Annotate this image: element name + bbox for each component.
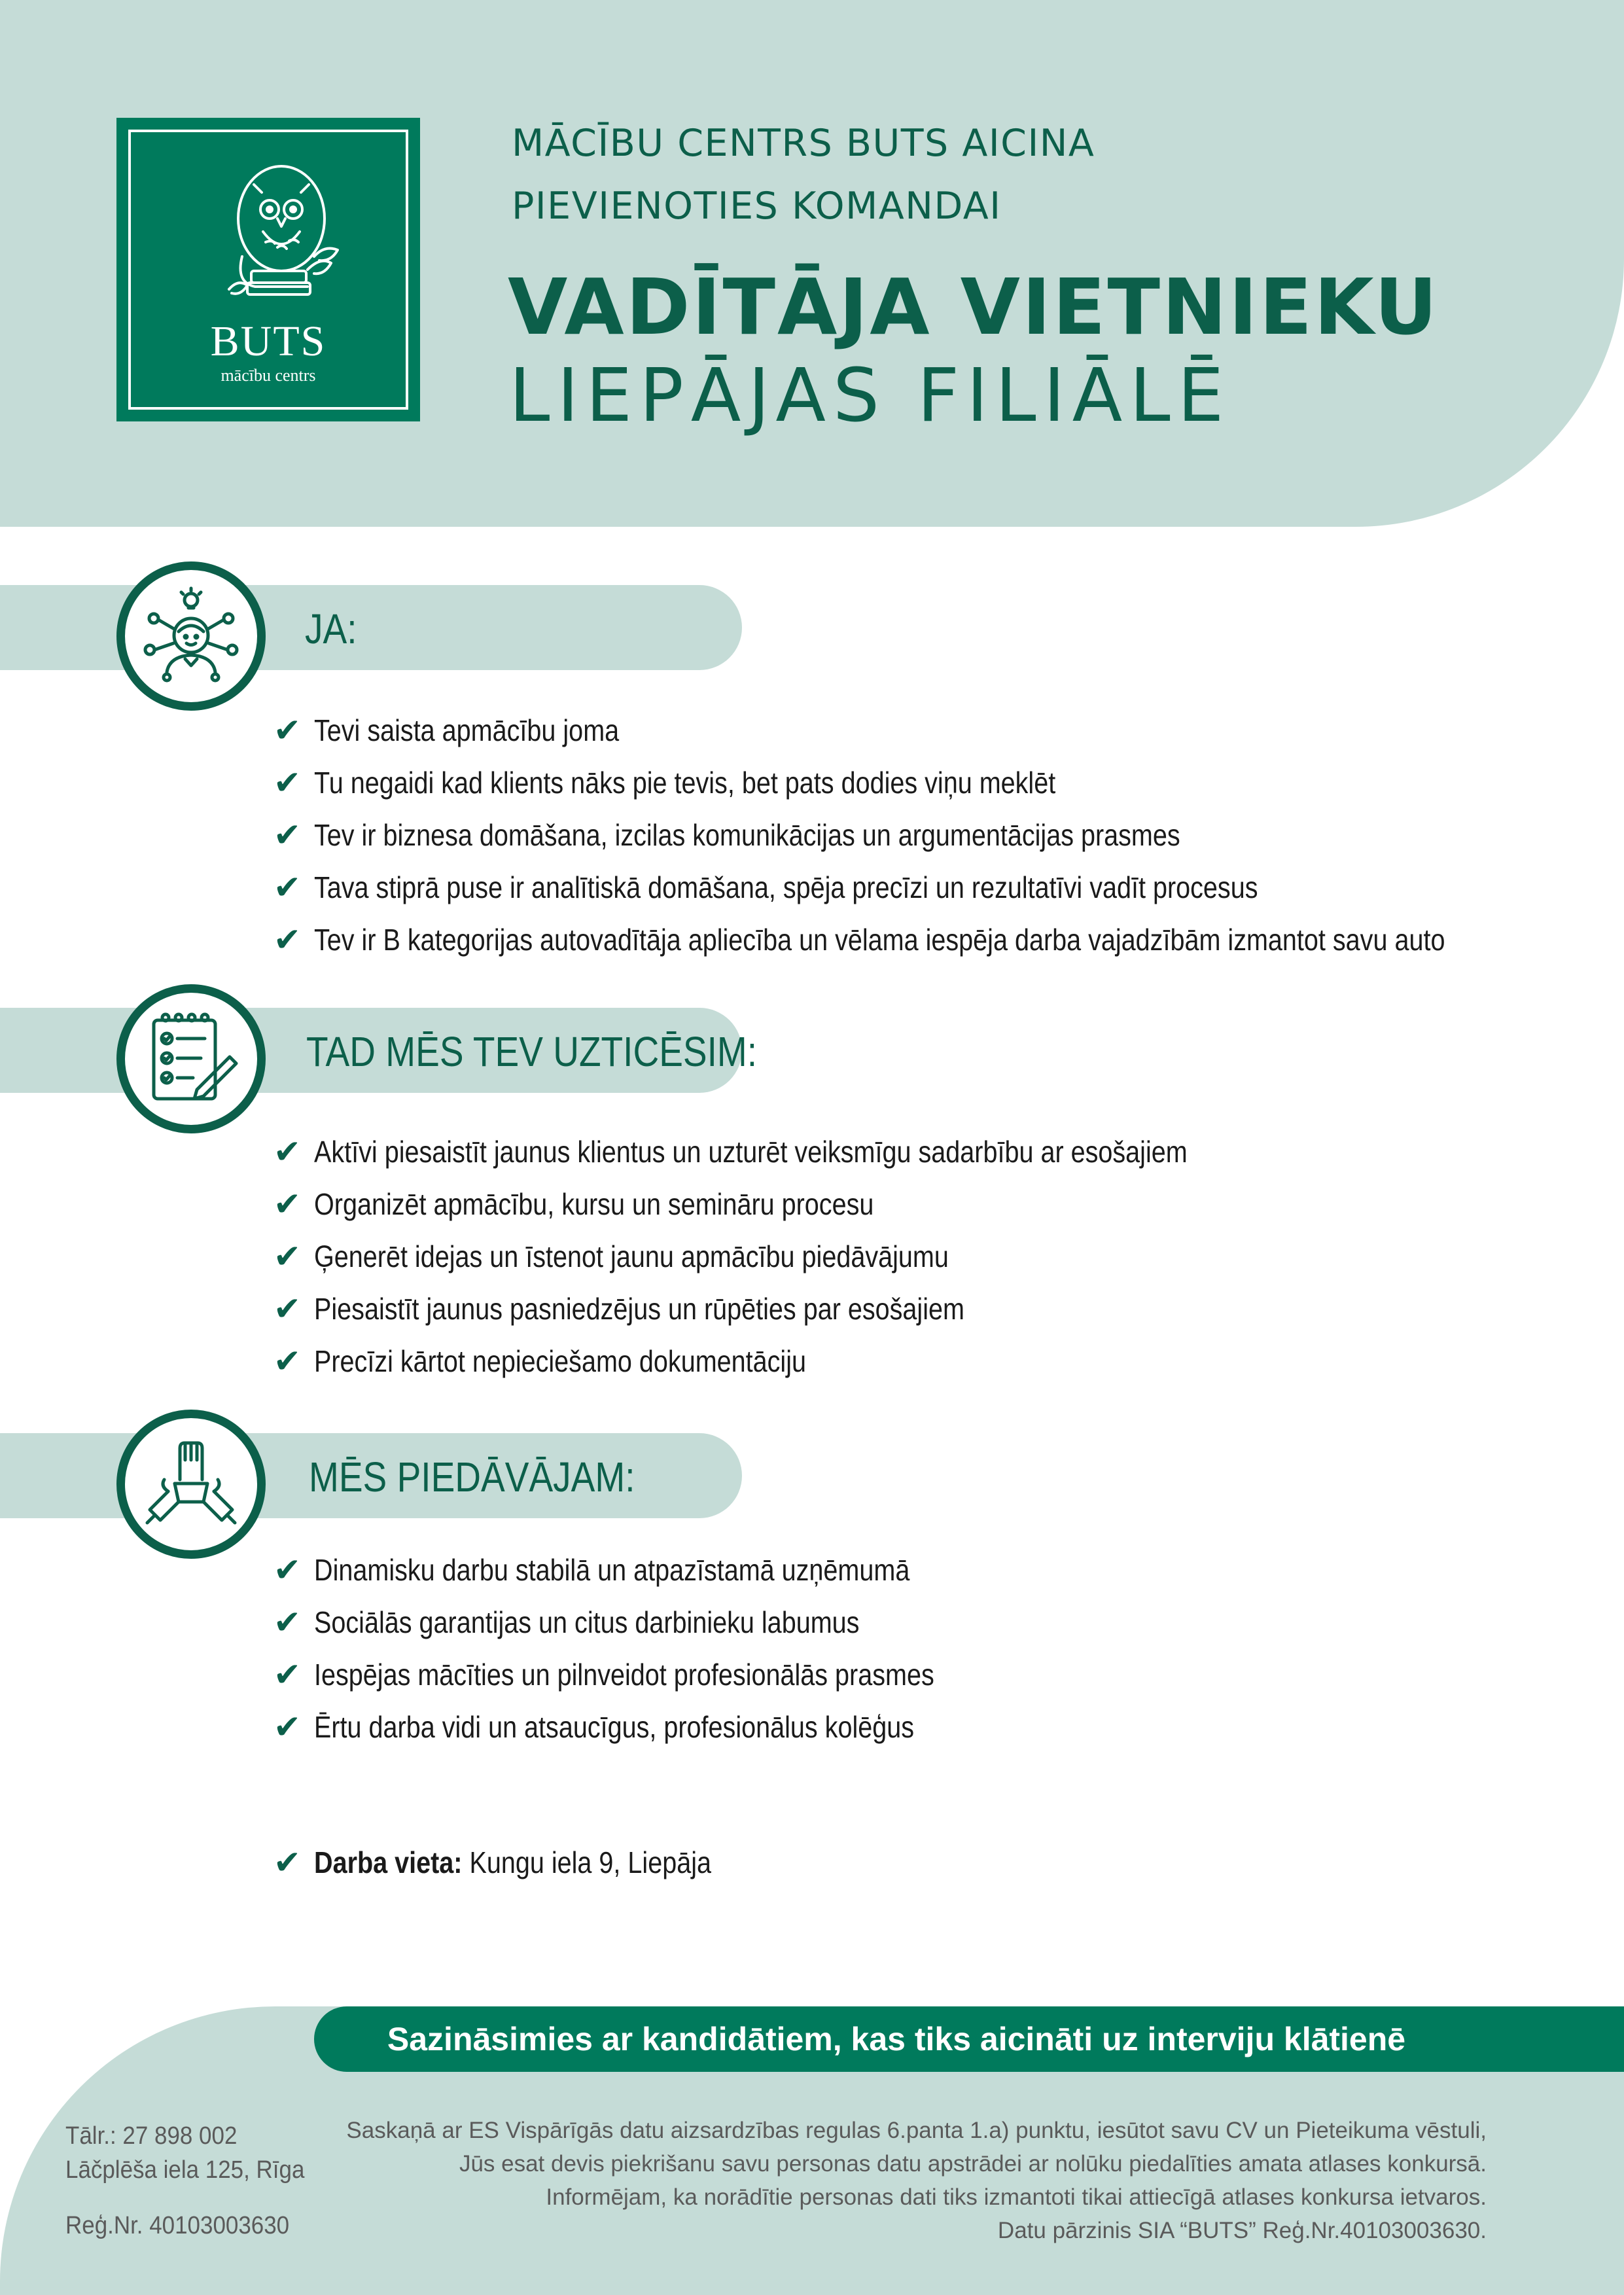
list-item: ✔ Tev ir biznesa domāšana, izcilas komunikācijas un argumentācijas prasmes <box>274 809 1624 861</box>
list-item: ✔ Piesaistīt jaunus pasniedzējus un rūpēties par esošajiem <box>274 1283 1330 1335</box>
workplace-label: Darba vieta: <box>314 1845 463 1879</box>
responsibilities-list <box>274 1126 1330 1387</box>
gdpr-line: Informējam, ka norādītie personas dati tiks izmantoti tikai attiecīgā atlases konkursa ietvaros. <box>546 2184 1487 2210</box>
logo-name: BUTS <box>210 317 327 365</box>
checkmark-icon: ✔ <box>274 1551 301 1589</box>
gdpr-line: Saskaņā ar ES Vispārīgās datu aizsardzības regulas 6.panta 1.a) punktu, iesūtot savu CV un Pieteikuma vēstuli, <box>346 2118 1487 2143</box>
checkmark-icon: ✔ <box>274 1342 301 1380</box>
list-item: ✔ Tava stiprā puse ir analītiskā domāšana, spēja precīzi un rezultatīvi vadīt procesus <box>274 861 1624 914</box>
position-title: VADĪTĀJA VIETNIEKU <box>508 262 1439 352</box>
contact-phone: Tālr.: 27 898 002 <box>65 2122 238 2150</box>
list-item: ✔ Tevi saista apmācību joma <box>274 704 1624 756</box>
checkmark-icon: ✔ <box>274 764 301 802</box>
logo-subtitle: mācību centrs <box>221 366 316 385</box>
section-bar-ja <box>0 585 742 670</box>
checkmark-icon: ✔ <box>274 1656 301 1694</box>
list-item: ✔ Dinamisku darbu stabilā un atpazīstamā uzņēmumā <box>274 1544 1035 1596</box>
offer-list <box>274 1544 1035 1753</box>
list-item: ✔ Aktīvi piesaistīt jaunus klientus un uzturēt veiksmīgu sadarbību ar esošajiem <box>274 1126 1330 1178</box>
checkmark-icon: ✔ <box>274 1603 301 1641</box>
checkmark-icon: ✔ <box>274 868 301 906</box>
checkmark-icon: ✔ <box>274 921 301 959</box>
gdpr-notice <box>340 2114 1487 2247</box>
section-title-responsibilities: TAD MĒS TEV UZTICĒSIM: <box>306 1028 758 1075</box>
list-item: ✔ Sociālās garantijas un citus darbinieku labumus <box>274 1596 1035 1648</box>
checkmark-icon: ✔ <box>274 1290 301 1328</box>
intro-line-1: MĀCĪBU CENTRS BUTS AICINA <box>512 122 1095 165</box>
list-item: ✔ Ērtu darba vidi un atsaucīgus, profesionālus kolēģus <box>274 1701 1035 1753</box>
checklist-notepad-icon <box>141 1008 241 1109</box>
checkmark-icon: ✔ <box>274 711 301 749</box>
list-item: ✔ Tu negaidi kad klients nāks pie tevis, bet pats dodies viņu meklēt <box>274 756 1624 809</box>
section-icon-circle <box>116 984 266 1133</box>
owl-icon <box>209 158 353 309</box>
section-title-ja: JA: <box>305 605 357 652</box>
gdpr-line: Jūs esat devis piekrišanu savu personas datu apstrādei ar nolūku piedalīties amata atlases konkursā. <box>459 2151 1487 2177</box>
person-ideas-icon <box>141 586 241 686</box>
checkmark-icon: ✔ <box>274 1133 301 1171</box>
section-title-offer: MĒS PIEDĀVĀJAM: <box>309 1453 635 1501</box>
checkmark-icon: ✔ <box>274 816 301 854</box>
workplace-address: Kungu iela 9, Liepāja <box>469 1845 711 1879</box>
list-item: ✔ Tev ir B kategorijas autovadītāja apliecība un vēlama iespēja darba vajadzībām izmantot savu auto <box>274 914 1624 966</box>
teamwork-hands-icon <box>141 1434 241 1535</box>
section-icon-circle <box>116 561 266 711</box>
list-item: ✔ Iespējas mācīties un pilnveidot profesionālās prasmes <box>274 1648 1035 1701</box>
list-item: ✔ Organizēt apmācību, kursu un semināru procesu <box>274 1178 1330 1230</box>
workplace <box>274 1836 776 1889</box>
contact-address: Lāčplēša iela 125, Rīga <box>65 2156 305 2184</box>
list-item: ✔ Precīzi kārtot nepieciešamo dokumentāciju <box>274 1335 1330 1387</box>
checkmark-icon: ✔ <box>274 1237 301 1275</box>
checkmark-icon: ✔ <box>274 1708 301 1746</box>
buts-logo <box>116 118 420 421</box>
registration-number: Reģ.Nr. 40103003630 <box>65 2212 290 2239</box>
requirements-list <box>274 704 1624 966</box>
gdpr-line: Datu pārzinis SIA “BUTS” Reģ.Nr.40103003630. <box>997 2218 1487 2243</box>
list-item: ✔ Ģenerēt idejas un īstenot jaunu apmācību piedāvājumu <box>274 1230 1330 1283</box>
checkmark-icon: ✔ <box>274 1843 301 1881</box>
logo-frame <box>128 130 408 410</box>
position-location: LIEPĀJAS FILIĀLĒ <box>509 353 1231 438</box>
checkmark-icon: ✔ <box>274 1185 301 1223</box>
intro-line-2: PIEVIENOTIES KOMANDAI <box>512 185 1002 228</box>
section-icon-circle <box>116 1410 266 1559</box>
workplace-item <box>274 1836 776 1889</box>
cta-text: Sazināsimies ar kandidātiem, kas tiks aicināti uz interviju klātienē <box>387 2021 1406 2057</box>
